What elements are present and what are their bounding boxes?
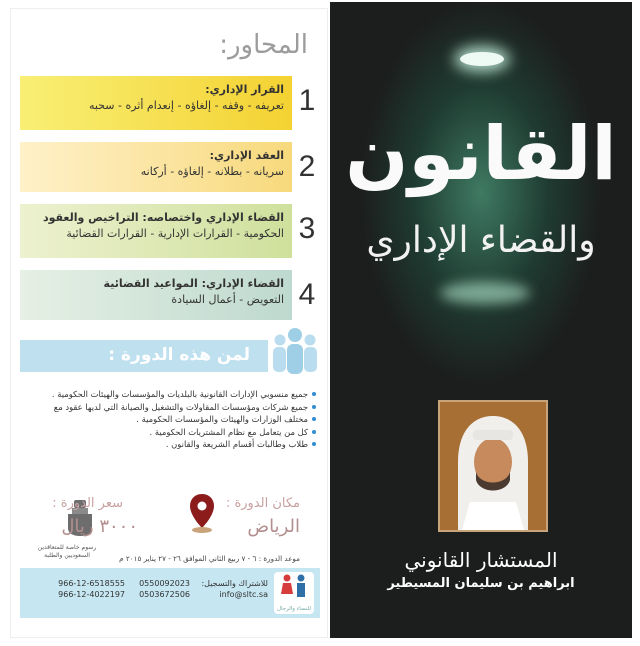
- advisor-name: ابراهيم بن سليمان المسيطير: [387, 576, 575, 591]
- list-item: طلاب وطالبات أقسام الشريعة والقانون .: [24, 438, 316, 451]
- axis-number: 1: [298, 84, 316, 117]
- cover-panel: [330, 2, 632, 638]
- axis-desc: الحكومية - القرارات الإدارية - القرارات القضائية: [66, 227, 284, 240]
- gender-icon: [274, 572, 314, 602]
- cover-title: القانون: [345, 111, 617, 197]
- women-men-icon: [274, 572, 314, 614]
- list-item: كل من يتعامل مع نظام المشتريات الحكومية .: [24, 426, 316, 439]
- axis-item-1: [20, 76, 320, 132]
- axis-number: 2: [298, 150, 316, 183]
- axis-title: القضاء الإداري واختصاصه: التراخيص والعقود: [42, 211, 284, 224]
- list-item: مختلف الوزارات والهيئات والمؤسسات الحكومية .: [24, 413, 316, 426]
- list-item: جميع شركات ومؤسسات المقاولات والتشغيل والصيانة التي لديها عقود مع: [24, 401, 316, 414]
- spotlight-glow: [440, 282, 530, 304]
- email-link[interactable]: info@sltc.sa: [219, 590, 268, 599]
- axis-item-2: [20, 142, 320, 194]
- venue-label: مكان الدورة :: [225, 496, 300, 511]
- price-value: ٣٠٠٠ ريال: [61, 516, 138, 537]
- list-item: جميع منسوبي الإدارات القانونية بالبلديات والمؤسسات والهيئات الحكومية .: [24, 388, 316, 401]
- info-panel: [10, 8, 328, 638]
- phone-number[interactable]: 966-12-6518555: [58, 579, 125, 588]
- axis-desc: سريانه - بطلانه - إلغاؤه - أركانه: [140, 165, 284, 178]
- contact-banner: [20, 568, 320, 618]
- venue-value: الرياض: [247, 516, 300, 537]
- phone-number[interactable]: 966-12-4022197: [58, 590, 125, 599]
- advisor-photo: [438, 400, 548, 532]
- axis-title: القرار الإداري:: [205, 83, 284, 96]
- icon-label: للنساء والرجال: [276, 606, 312, 612]
- poster: [10, 8, 632, 638]
- axis-desc: تعريفه - وقفه - إلغاؤه - إنعدام أثره - سحبه: [88, 99, 284, 112]
- audience-banner: [20, 340, 268, 372]
- audience-title: لمن هذه الدورة :: [108, 345, 250, 365]
- advisor-label: المستشار القانوني: [404, 548, 558, 572]
- axis-number: 3: [298, 212, 316, 245]
- axes-title: المحاور:: [219, 30, 308, 60]
- location-pin-icon: [188, 492, 216, 534]
- axis-item-3: [20, 204, 320, 260]
- price-label: سعر الدورة :: [52, 496, 123, 511]
- phone-number[interactable]: 0550092023: [139, 579, 190, 588]
- axis-number: 4: [298, 278, 316, 311]
- register-label: للاشتراك والتسجيل:: [201, 579, 268, 588]
- axis-item-4: [20, 270, 320, 322]
- axis-title: العقد الإداري:: [209, 149, 284, 162]
- axis-title: القضاء الإداري: المواعيد القضائية: [103, 277, 284, 290]
- course-date: موعد الدورة : ٦ - ٧ ربيع الثاني الموافق ٢٦ - ٢٧ يناير ٢٠١٥ م: [119, 554, 300, 563]
- axis-desc: التعويض - أعمال السيادة: [171, 293, 284, 306]
- cover-subtitle: والقضاء الإداري: [366, 220, 596, 261]
- price-note: رسوم خاصة للمتعاقدين السعوديين والطلبة: [37, 544, 97, 559]
- person-portrait: [440, 402, 546, 530]
- phone-number[interactable]: 0503672506: [139, 590, 190, 599]
- audience-list: [24, 388, 326, 451]
- people-icon: [268, 326, 322, 376]
- spotlight-lamp: [460, 52, 504, 66]
